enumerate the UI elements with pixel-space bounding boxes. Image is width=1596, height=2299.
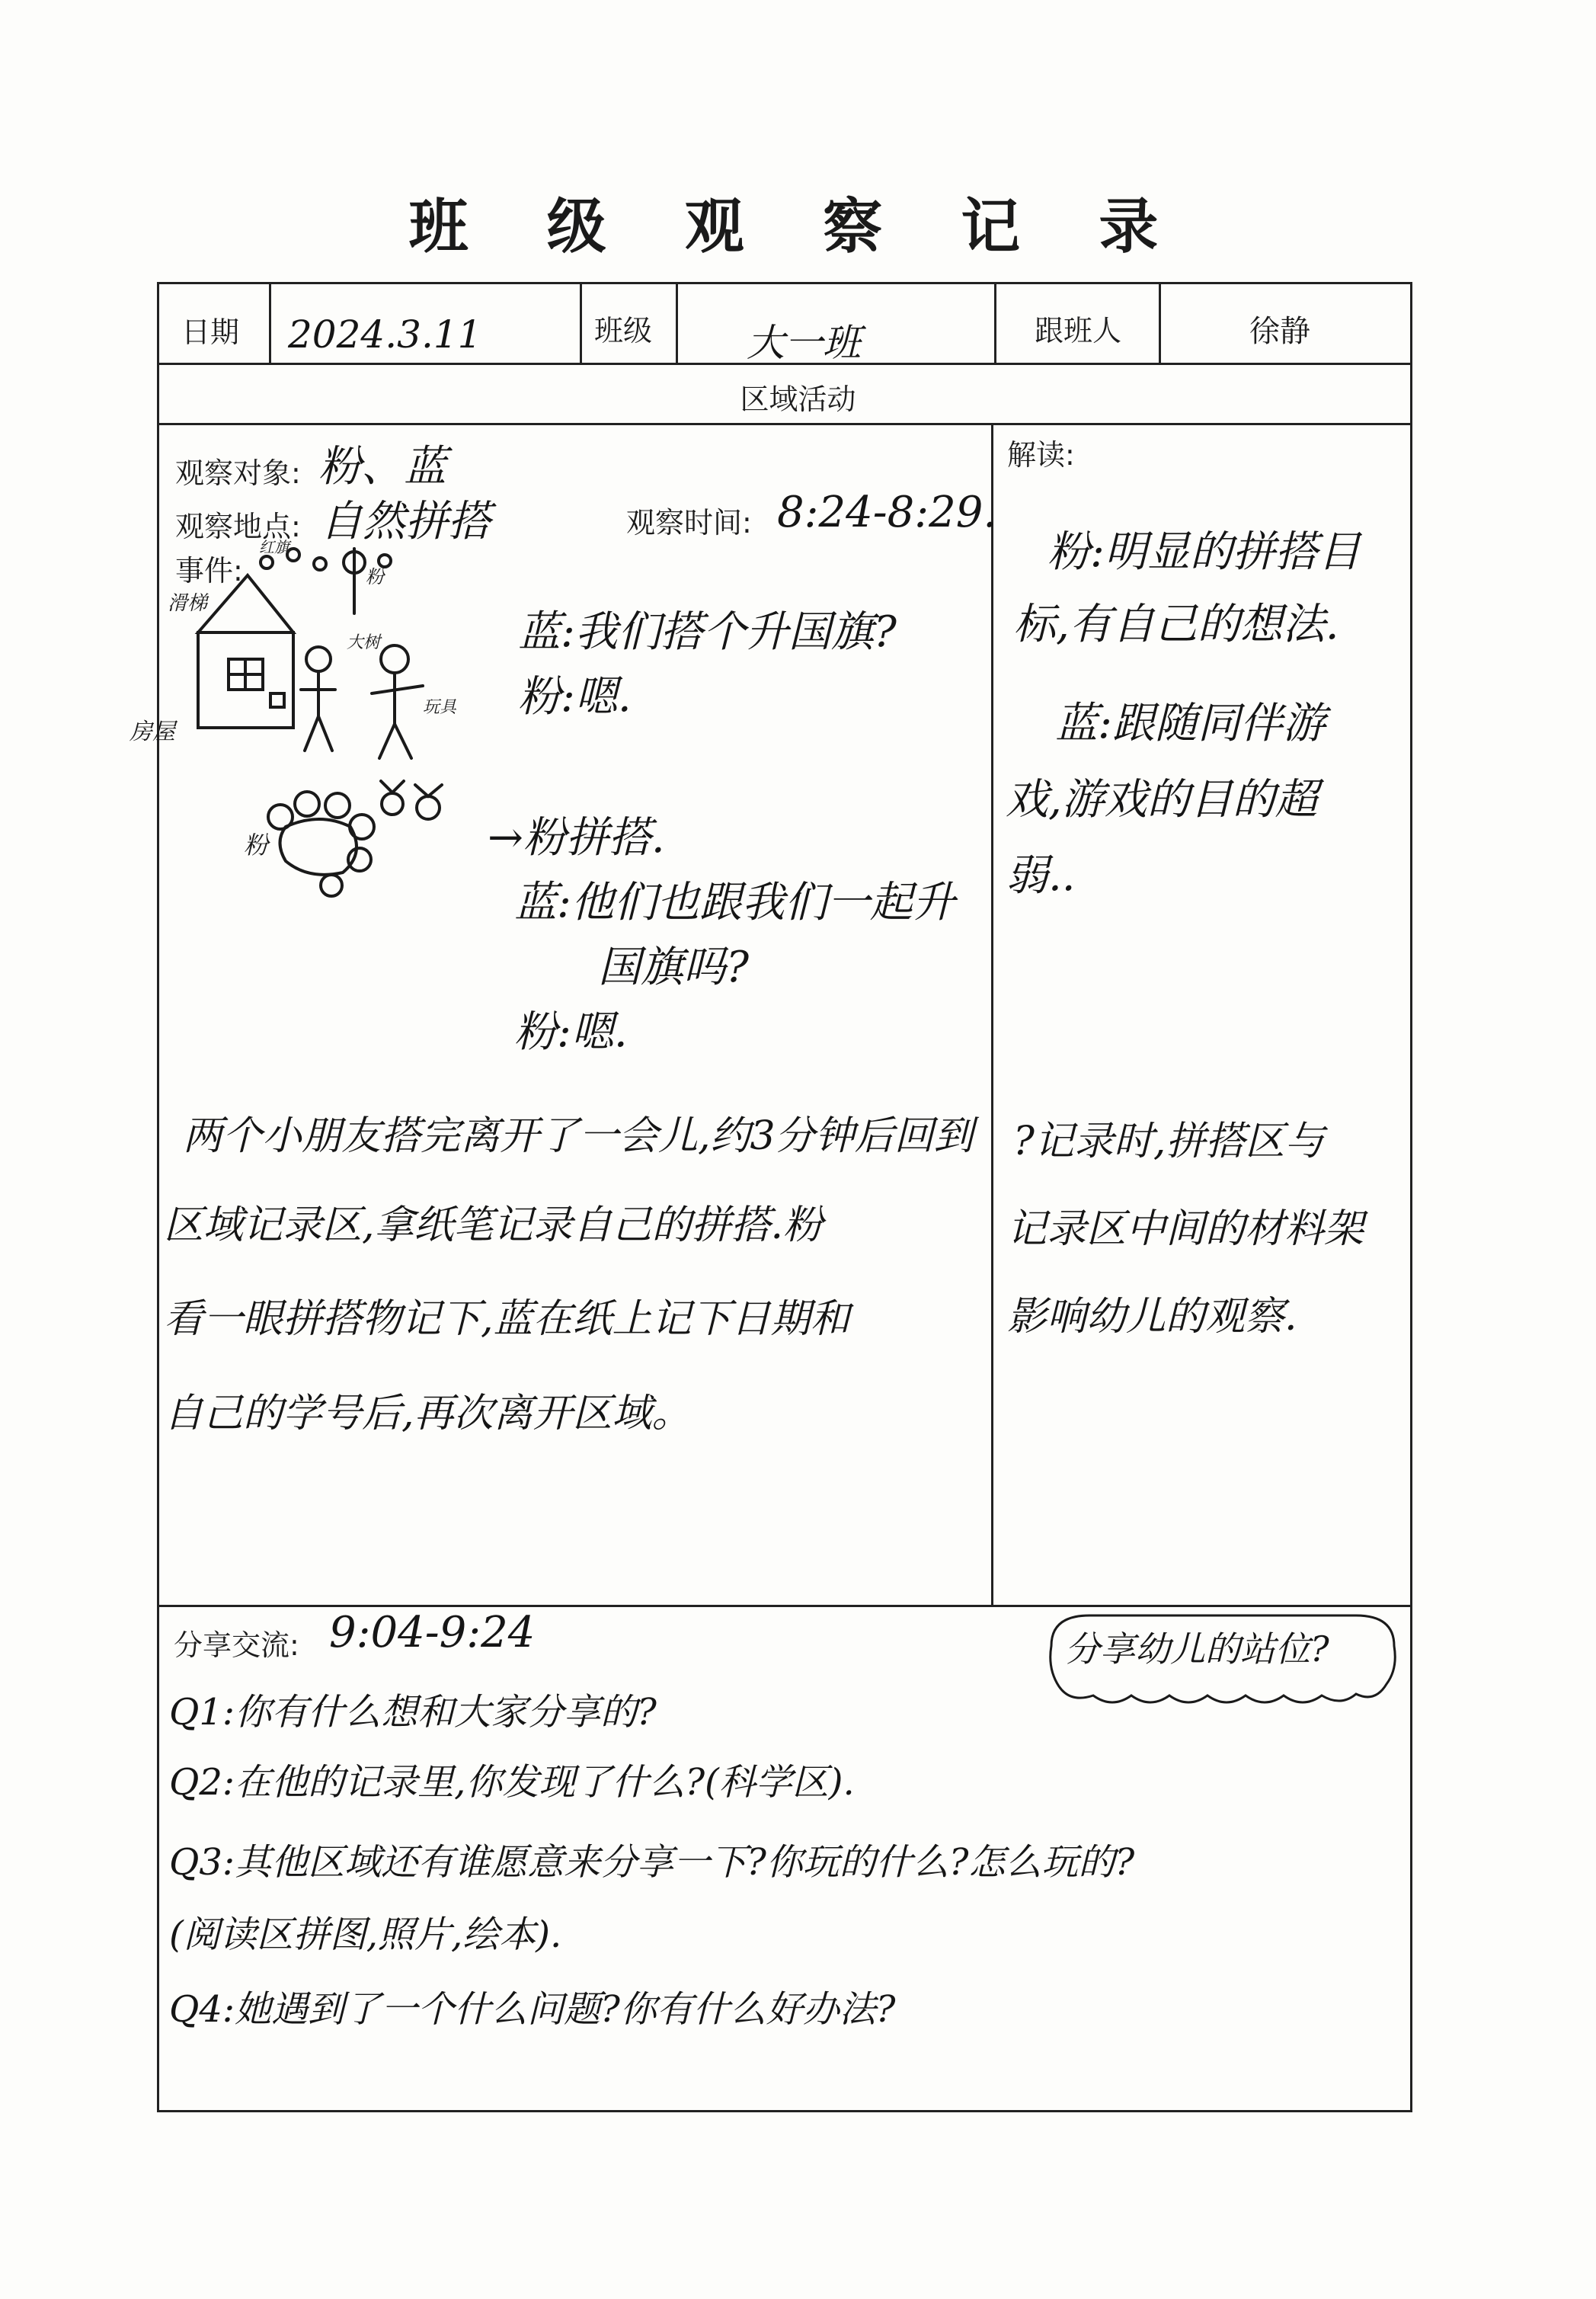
subject-label: 观察对象:	[175, 456, 301, 490]
class-label: 班级	[594, 314, 653, 347]
dialogue-line-1: 蓝:我们搭个升国旗?	[518, 607, 897, 657]
narrative-line-4: 自己的学号后,再次离开区域。	[164, 1391, 692, 1436]
dialogue-line-4: 蓝:他们也跟我们一起升	[514, 878, 955, 927]
question-2: Q2:在他的记录里,你发现了什么?(科学区).	[169, 1761, 855, 1804]
interpretation-note-1: ?记录时,拼搭区与	[1013, 1119, 1325, 1164]
sketch-label-pink-2: 粉	[366, 566, 384, 588]
interpretation-line-1: 粉:明显的拼搭目	[1047, 527, 1361, 577]
question-3-answer: (阅读区拼图,照片,绘本).	[169, 1913, 562, 1956]
observation-sketch	[122, 533, 533, 914]
section-title: 区域活动	[740, 383, 856, 416]
subject-value: 粉、蓝	[318, 442, 446, 491]
sketch-label-slide: 滑梯	[168, 592, 208, 615]
interpretation-note-3: 影响幼儿的观察.	[1007, 1294, 1297, 1340]
sketch-label-toy: 玩具	[423, 698, 457, 717]
teacher-label: 跟班人	[1035, 314, 1122, 347]
interpretation-note-2: 记录区中间的材料架	[1007, 1206, 1364, 1252]
time-label: 观察时间:	[626, 506, 752, 540]
section-title-rule	[159, 423, 1410, 425]
narrative-line-1: 两个小朋友搭完离开了一会儿,约3分钟后回到	[183, 1113, 974, 1159]
sketch-label-house: 房屋	[130, 719, 175, 745]
date-value: 2024.3.11	[288, 312, 482, 357]
time-value: 8:24-8:29.	[777, 488, 997, 537]
header-divider-2	[580, 284, 582, 363]
location-label: 观察地点:	[175, 510, 301, 543]
narrative-line-3: 看一眼拼搭物记下,蓝在纸上记下日期和	[164, 1296, 850, 1342]
date-label: 日期	[181, 315, 240, 349]
question-4: Q4:她遇到了一个什么问题?你有什么好办法?	[169, 1988, 896, 2031]
interpretation-line-4: 戏,游戏的目的超	[1006, 775, 1318, 825]
header-divider-4	[994, 284, 996, 363]
narrative-line-2: 区域记录区,拿纸笔记录自己的拼搭.粉	[164, 1202, 824, 1248]
teacher-value: 徐静	[1249, 314, 1310, 349]
class-value: 大一班	[747, 321, 861, 365]
sketch-label-flag: 红旗	[259, 538, 289, 556]
header-divider-5	[1159, 284, 1161, 363]
question-1: Q1:你有什么想和大家分享的?	[169, 1691, 657, 1734]
sketch-label-pink: 粉	[244, 831, 269, 860]
question-3: Q3:其他区域还有谁愿意来分享一下?你玩的什么?怎么玩的?	[169, 1841, 1135, 1884]
dialogue-line-3: →粉拼搭.	[488, 813, 665, 863]
sharing-label: 分享交流:	[174, 1628, 299, 1662]
sketch-label-tree: 大树	[347, 633, 381, 652]
column-divider	[991, 423, 993, 1606]
dialogue-line-6: 粉:嗯.	[514, 1007, 628, 1057]
interpretation-label: 解读:	[1007, 438, 1075, 472]
dialogue-line-5: 国旗吗?	[598, 943, 750, 992]
sharing-time-value: 9:04-9:24	[329, 1608, 536, 1657]
header-divider-3	[676, 284, 678, 363]
event-label: 事件:	[175, 554, 243, 588]
header-divider-1	[269, 284, 271, 363]
interpretation-line-5: 弱..	[1006, 851, 1076, 901]
dialogue-line-2: 粉:嗯.	[518, 672, 632, 722]
interpretation-line-3: 蓝:跟随同伴游	[1055, 699, 1326, 748]
location-value: 自然拼搭	[320, 497, 491, 546]
page-title: 班 级 观 察 记 录	[408, 192, 1188, 261]
cloud-note-text: 分享幼儿的站位?	[1065, 1628, 1329, 1670]
interpretation-line-2: 标,有自己的想法.	[1013, 600, 1339, 649]
